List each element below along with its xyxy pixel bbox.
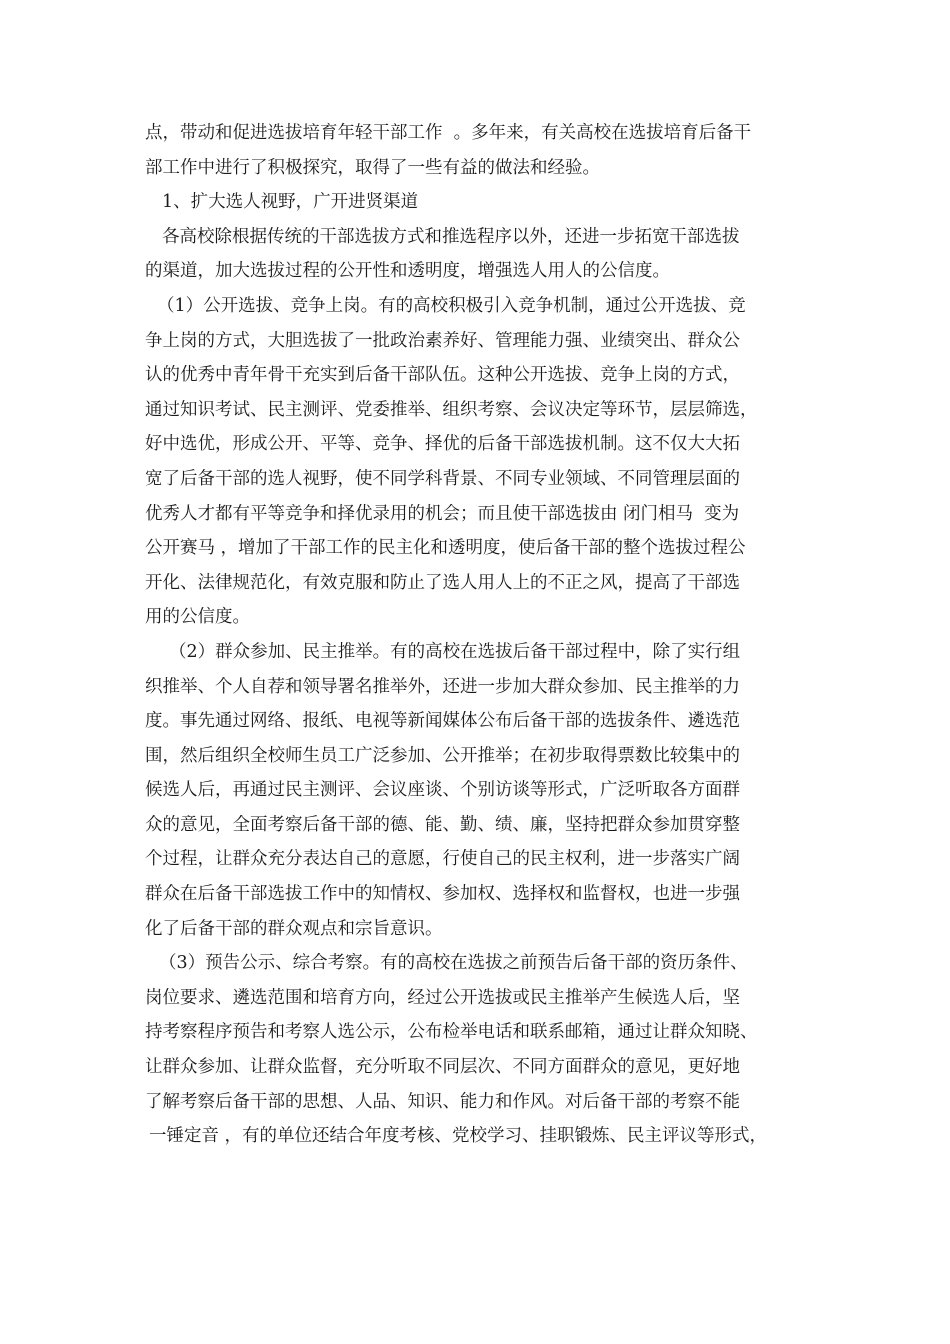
text-line: 织推举、个人自荐和领导署名推举外，还进一步加大群众参加、民主推举的力: [145, 676, 740, 697]
text-line: 群众在后备干部选拔工作中的知情权、参加权、选择权和监督权，也进一步强: [145, 884, 740, 905]
text-line: 宽了后备干部的选人视野，使不同学科背景、不同专业领域、不同管理层面的: [145, 468, 740, 489]
text-line: 用的公信度。: [145, 607, 250, 628]
text-line: 部工作中进行了积极探究，取得了一些有益的做法和经验。: [145, 157, 600, 178]
text-line: 好中选优，形成公开、平等、竞争、择优的后备干部选拔机制。这不仅大大拓: [145, 434, 740, 455]
text-line: 优秀人才都有平等竞争和择优录用的机会；而且使干部选拔由 闭门相马 变为: [145, 503, 740, 524]
section-heading: 1、扩大选人视野，广开进贤渠道: [162, 192, 419, 213]
text-line: 争上岗的方式，大胆选拔了一批政治素养好、管理能力强、业绩突出、群众公: [145, 330, 740, 351]
text-line: （3）预告公示、综合考察。有的高校在选拔之前预告后备干部的资历条件、: [159, 953, 748, 974]
text-line: 围，然后组织全校师生员工广泛参加、公开推举；在初步取得票数比较集中的: [145, 745, 740, 766]
text-line: 各高校除根据传统的干部选拔方式和推选程序以外，还进一步拓宽干部选拔: [162, 226, 740, 247]
text-line: 持考察程序预告和考察人选公示，公布检举电话和联系邮箱，通过让群众知晓、: [145, 1022, 758, 1043]
text-line: （2）群众参加、民主推举。有的高校在选拔后备干部过程中，除了实行组: [169, 641, 741, 662]
text-line: （1）公开选拔、竞争上岗。有的高校积极引入竞争机制，通过公开选拔、竞: [157, 295, 746, 316]
text-line: 开化、法律规范化，有效克服和防止了选人用人上的不正之风，提高了干部选: [145, 572, 740, 593]
document-body: [145, 116, 825, 1154]
text-line: 了解考察后备干部的思想、人品、知识、能力和作风。对后备干部的考察不能: [145, 1091, 740, 1112]
text-line: 度。事先通过网络、报纸、电视等新闻媒体公布后备干部的选拔条件、遴选范: [145, 711, 740, 732]
text-line: 通过知识考试、民主测评、党委推举、组织考察、会议决定等环节，层层筛选，: [145, 399, 758, 420]
text-line: 认的优秀中青年骨干充实到后备干部队伍。这种公开选拔、竞争上岗的方式，: [145, 365, 740, 386]
text-line: 化了后备干部的群众观点和宗旨意识。: [145, 918, 443, 939]
text-line: 点，带动和促进选拔培育年轻干部工作 。多年来，有关高校在选拔培育后备干: [145, 123, 752, 143]
text-line: 候选人后，再通过民主测评、会议座谈、个别访谈等形式，广泛听取各方面群: [145, 780, 740, 801]
text-line: 让群众参加、让群众监督，充分听取不同层次、不同方面群众的意见，更好地: [145, 1057, 740, 1078]
text-line: 个过程，让群众充分表达自己的意愿，行使自己的民主权利，进一步落实广阔: [145, 849, 740, 870]
text-line: 一锤定音 ，有的单位还结合年度考核、党校学习、挂职锻炼、民主评议等形式，: [149, 1126, 768, 1147]
text-line: 公开赛马 ，增加了干部工作的民主化和透明度，使后备干部的整个选拔过程公: [145, 538, 746, 559]
text-line: 的渠道，加大选拔过程的公开性和透明度，增强选人用人的公信度。: [145, 261, 670, 282]
text-line: 众的意见，全面考察后备干部的德、能、勤、绩、廉，坚持把群众参加贯穿整: [145, 814, 740, 835]
text-line: 岗位要求、遴选范围和培育方向，经过公开选拔或民主推举产生候选人后，坚: [145, 987, 740, 1008]
